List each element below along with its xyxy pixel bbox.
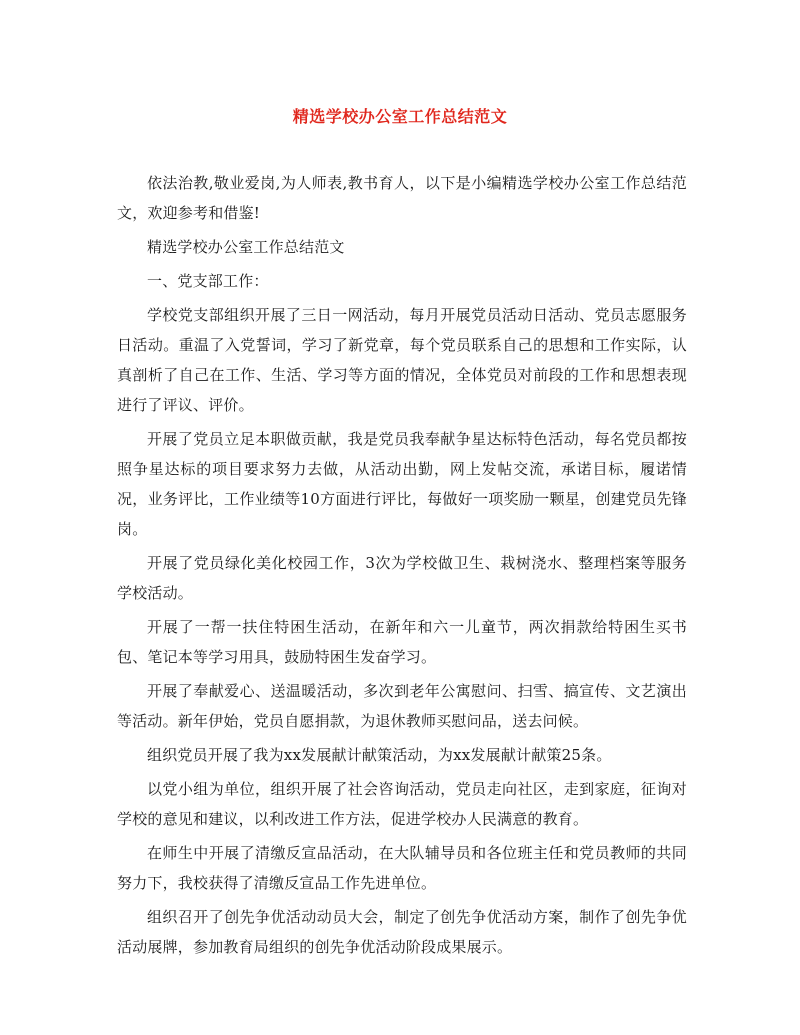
paragraph: 开展了党员立足本职做贡献，我是党员我奉献争星达标特色活动，每名党员都按照争星达标的项目要求努力去做，从活动出勤，网上发帖交流，承诺目标，履诺情况，业务评比，工作业绩等10方面进行评比，每做好一项奖励一颗星，创建党员先锋岗。 [117,430,687,538]
paragraph: 开展了奉献爱心、送温暖活动，多次到老年公寓慰问、扫雪、搞宣传、文艺演出等活动。新年伊始，党员自愿捐款，为退休教师买慰问品，送去问候。 [117,682,687,730]
paragraph-intro: 依法治教,敬业爱岗,为人师表,教书育人，以下是小编精选学校办公室工作总结范文，欢迎参考和借鉴! [117,174,687,222]
document-body [117,168,687,966]
paragraph: 开展了一帮一扶住特困生活动，在新年和六一儿童节，两次捐款给特困生买书包、笔记本等学习用具，鼓励特困生发奋学习。 [117,618,687,666]
section-heading: 一、党支部工作： [147,272,269,290]
paragraph: 开展了党员绿化美化校园工作，3次为学校做卫生、栽树浇水、整理档案等服务学校活动。 [117,554,687,602]
document-title: 精选学校办公室工作总结范文 [292,107,508,126]
paragraph-subtitle: 精选学校办公室工作总结范文 [147,238,345,256]
paragraph: 在师生中开展了清缴反宣品活动，在大队辅导员和各位班主任和党员教师的共同努力下，我校获得了清缴反宣品工作先进单位。 [117,844,687,892]
paragraph: 以党小组为单位，组织开展了社会咨询活动，党员走向社区，走到家庭，征询对学校的意见和建议，以利改进工作方法，促进学校办人民满意的教育。 [117,780,687,828]
paragraph: 组织召开了创先争优活动动员大会，制定了创先争优活动方案，制作了创先争优活动展牌，参加教育局组织的创先争优活动阶段成果展示。 [117,908,687,956]
paragraph: 组织党员开展了我为xx发展献计献策活动，为xx发展献计献策25条。 [147,746,612,764]
paragraph: 学校党支部组织开展了三日一网活动，每月开展党员活动日活动、党员志愿服务日活动。重温了入党誓词，学习了新党章，每个党员联系自己的思想和工作实际，认真剖析了自己在工作、生活、学习等方面的情况，全体党员对前段的工作和思想表现进行了评议、评价。 [117,306,687,414]
